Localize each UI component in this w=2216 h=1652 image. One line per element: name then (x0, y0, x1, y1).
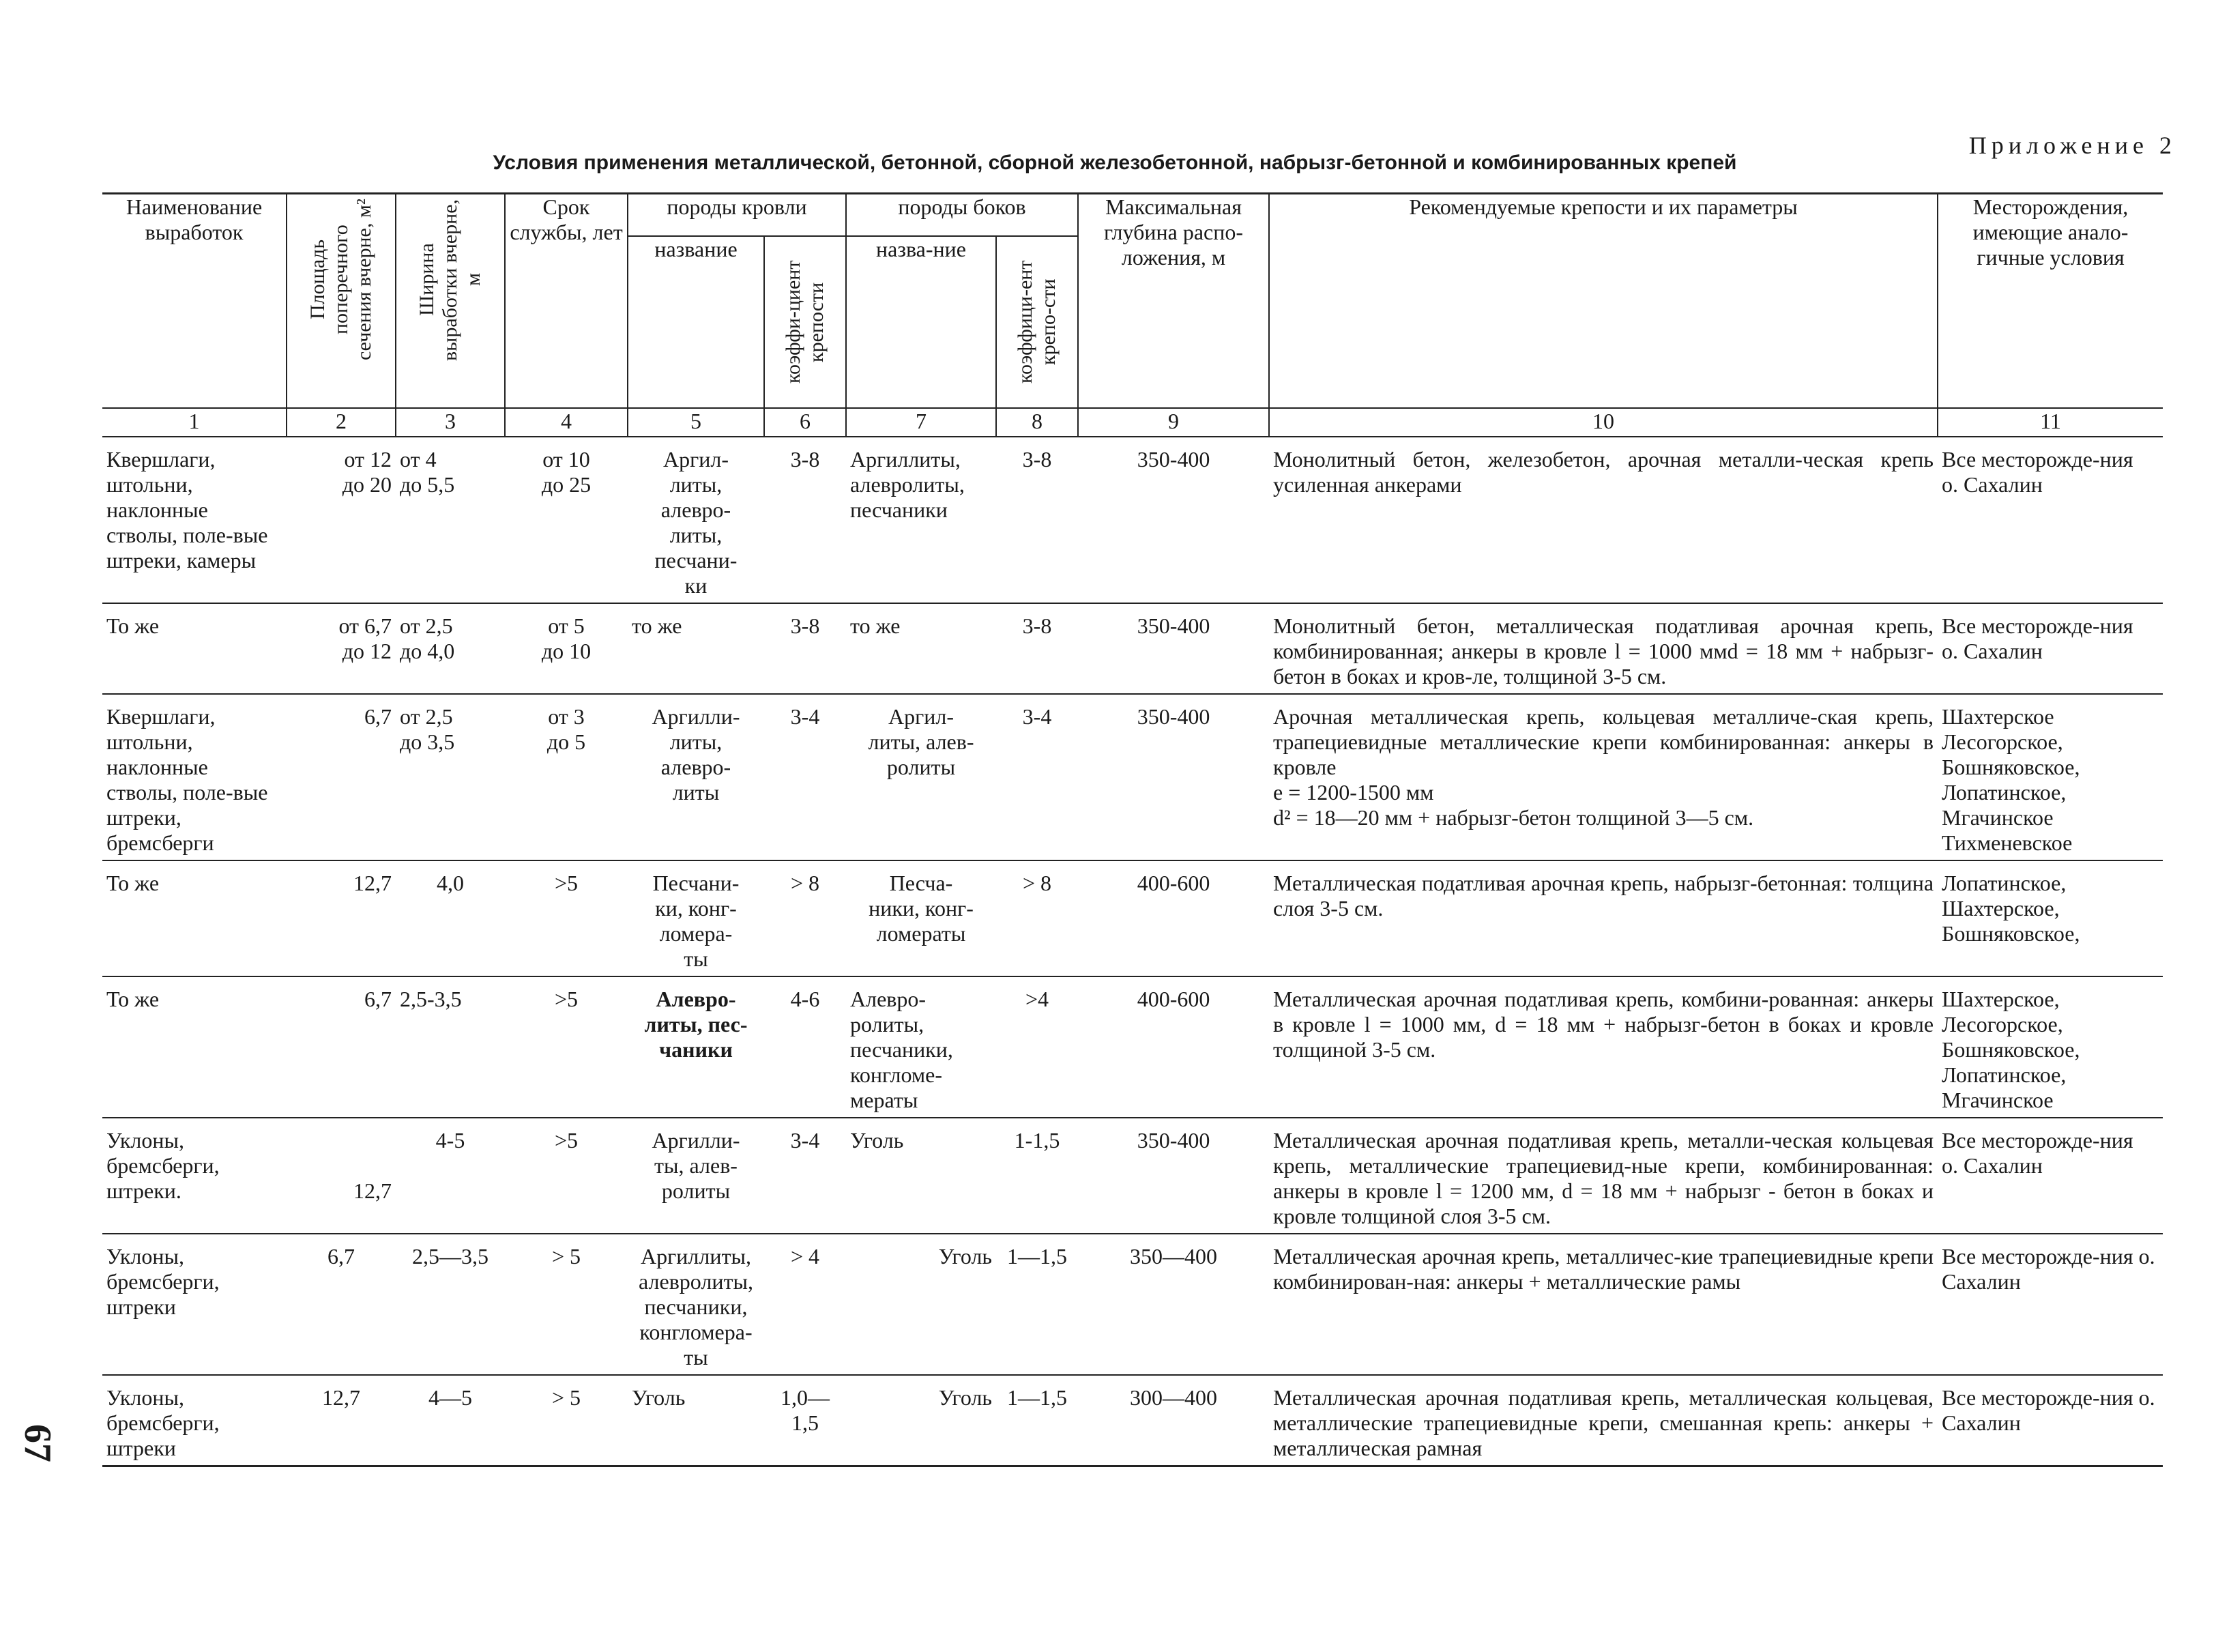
cell-roof-coef: > 4 (764, 1234, 846, 1375)
cell-width: 2,5-3,5 (396, 976, 505, 1118)
page-number: 67 (16, 1424, 59, 1462)
cell-area: 12,7 (287, 1118, 396, 1234)
cell-depth: 350-400 (1078, 437, 1269, 603)
cell-side-name: Уголь (846, 1118, 996, 1234)
cell-name: Квершлаги, штольни, наклонные стволы, поле-вые штреки, бремсберги (102, 694, 287, 860)
header-name: Наименование выработок (102, 194, 287, 409)
cell-deposits: Лопатинское, Шахтерское, Бошняковское, (1938, 860, 2163, 976)
cell-roof-coef: 3-8 (764, 603, 846, 694)
cell-deposits: Все месторожде-ния о. Сахалин (1938, 603, 2163, 694)
cell-width: 4-5 (396, 1118, 505, 1234)
cell-roof-name: Аргил- литы, алевро- литы, песчани- ки (628, 437, 764, 603)
cell-name: Уклоны, бремсберги, штреки (102, 1375, 287, 1466)
cell-life: >5 (505, 976, 628, 1118)
cell-depth: 300—400 (1078, 1375, 1269, 1466)
cell-roof-coef: 1,0—1,5 (764, 1375, 846, 1466)
cell-name: То же (102, 603, 287, 694)
appendix-label: Приложение 2 (1968, 132, 2176, 159)
cell-deposits: Все месторожде-ния о. Сахалин (1938, 437, 2163, 603)
cell-life: от 3 до 5 (505, 694, 628, 860)
table-row (102, 437, 2163, 603)
column-number: 2 (287, 408, 396, 437)
cell-roof-name: Аргиллиты, алевролиты, песчаники, конгломера- ты (628, 1234, 764, 1375)
cell-support: Металлическая арочная податливая крепь, металлическая кольцевая, металлические трапециевидные крепи, смешанная крепь: анкеры + металлическая рамная (1269, 1375, 1938, 1466)
cell-width: 2,5—3,5 (396, 1234, 505, 1375)
cell-side-coef: 1—1,5 (996, 1234, 1078, 1375)
cell-life: > 5 (505, 1234, 628, 1375)
cell-name: То же (102, 976, 287, 1118)
table-row (102, 1118, 2163, 1234)
cell-area: 12,7 (287, 860, 396, 976)
cell-support: Металлическая арочная крепь, металличес-кие трапециевидные крепи комбинирован-ная: анкеры + металлические рамы (1269, 1234, 1938, 1375)
cell-roof-coef: 3-8 (764, 437, 846, 603)
table-row (102, 694, 2163, 860)
cell-depth: 400-600 (1078, 976, 1269, 1118)
cell-roof-coef: 3-4 (764, 1118, 846, 1234)
header-side-name: назва-ние (846, 236, 996, 408)
cell-area: 12,7 (287, 1375, 396, 1466)
cell-area: 6,7 (287, 976, 396, 1118)
support-conditions-table (102, 192, 2163, 1467)
cell-roof-coef: 4-6 (764, 976, 846, 1118)
column-number: 4 (505, 408, 628, 437)
column-number: 9 (1078, 408, 1269, 437)
cell-support: Арочная металлическая крепь, кольцевая металличе-ская крепь, трапециевидные металлические крепи комбинированная: анкеры в кровле e = 1200-1500 мм d² = 18—20 мм + набрызг-бетон толщиной 3—5 см. (1269, 694, 1938, 860)
cell-support: Металлическая арочная податливая крепь, комбини-рованная: анкеры в кровле l = 1000 мм, d = 18 мм + набрызг-бетон в боках и кровле толщиной 3-5 см. (1269, 976, 1938, 1118)
cell-life: от 10 до 25 (505, 437, 628, 603)
table-row (102, 1375, 2163, 1466)
cell-depth: 400-600 (1078, 860, 1269, 976)
header-support: Рекомендуемые крепости и их параметры (1269, 194, 1938, 409)
cell-roof-name: то же (628, 603, 764, 694)
cell-area: 6,7 (287, 694, 396, 860)
header-group-sides: породы боков (846, 194, 1078, 237)
cell-roof-coef: 3-4 (764, 694, 846, 860)
header-roof-coef: коэффи-циент крепости (764, 236, 846, 408)
column-number: 11 (1938, 408, 2163, 437)
cell-roof-name: Аргилли- ты, алев- ролиты (628, 1118, 764, 1234)
cell-side-coef: 3-8 (996, 603, 1078, 694)
cell-depth: 350—400 (1078, 1234, 1269, 1375)
cell-side-coef: 3-8 (996, 437, 1078, 603)
cell-width: 4,0 (396, 860, 505, 976)
cell-deposits: Все месторожде-ния о. Сахалин (1938, 1234, 2163, 1375)
table-body (102, 437, 2163, 1466)
cell-roof-name: Уголь (628, 1375, 764, 1466)
cell-side-name: Алевро- ролиты, песчаники, конгломе- мераты (846, 976, 996, 1118)
cell-name: То же (102, 860, 287, 976)
header-area: Площадь поперечного сечения вчерне, м² (287, 194, 396, 409)
column-number: 7 (846, 408, 996, 437)
header-life: Срок службы, лет (505, 194, 628, 409)
table-row (102, 976, 2163, 1118)
header-deposits: Месторождения, имеющие анало-гичные условия (1938, 194, 2163, 409)
table-header (102, 194, 2163, 437)
header-roof-name: название (628, 236, 764, 408)
column-numbers-row (102, 408, 2163, 437)
table-row (102, 860, 2163, 976)
cell-side-coef: 3-4 (996, 694, 1078, 860)
cell-side-name: Уголь (846, 1375, 996, 1466)
cell-support: Монолитный бетон, металлическая податливая арочная крепь, комбинированная; анкеры в кровле l = 1000 ммd = 18 мм + набрызг-бетон в боках и кров-ле, толщиной 3-5 см. (1269, 603, 1938, 694)
cell-deposits: Шахтерское Лесогорское, Бошняковское, Лопатинское, Мгачинское Тихменевское (1938, 694, 2163, 860)
table-row (102, 1234, 2163, 1375)
column-number: 3 (396, 408, 505, 437)
cell-side-coef: > 8 (996, 860, 1078, 976)
table-title: Условия применения металлической, бетонной, сборной железобетонной, набрызг-бетонной и комбинированных крепей (493, 151, 1737, 174)
cell-side-coef: >4 (996, 976, 1078, 1118)
header-depth: Максимальная глубина распо-ложения, м (1078, 194, 1269, 409)
cell-roof-name: Алевро- литы, пес- чаники (628, 976, 764, 1118)
cell-support: Монолитный бетон, железобетон, арочная металли-ческая крепь усиленная анкерами (1269, 437, 1938, 603)
header-width: Ширина выработки вчерне, м (396, 194, 505, 409)
cell-life: >5 (505, 1118, 628, 1234)
column-number: 10 (1269, 408, 1938, 437)
column-number: 1 (102, 408, 287, 437)
cell-area: от 6,7 до 12 (287, 603, 396, 694)
cell-name: Квершлаги, штольни, наклонные стволы, поле-вые штреки, камеры (102, 437, 287, 603)
cell-side-name: то же (846, 603, 996, 694)
cell-depth: 350-400 (1078, 694, 1269, 860)
cell-name: Уклоны, бремсберги, штреки (102, 1234, 287, 1375)
column-number: 5 (628, 408, 764, 437)
cell-depth: 350-400 (1078, 603, 1269, 694)
column-number: 6 (764, 408, 846, 437)
cell-side-name: Аргил- литы, алев- ролиты (846, 694, 996, 860)
cell-life: > 5 (505, 1375, 628, 1466)
cell-width: от 2,5 до 4,0 (396, 603, 505, 694)
cell-width: 4—5 (396, 1375, 505, 1466)
cell-roof-name: Песчани- ки, конг- ломера- ты (628, 860, 764, 976)
column-number: 8 (996, 408, 1078, 437)
cell-width: от 2,5 до 3,5 (396, 694, 505, 860)
cell-side-name: Песча- ники, конг- ломераты (846, 860, 996, 976)
cell-support: Металлическая податливая арочная крепь, набрызг-бетонная: толщина слоя 3-5 см. (1269, 860, 1938, 976)
table-row (102, 603, 2163, 694)
cell-side-coef: 1—1,5 (996, 1375, 1078, 1466)
cell-area: 6,7 (287, 1234, 396, 1375)
cell-width: от 4 до 5,5 (396, 437, 505, 603)
cell-deposits: Шахтерское, Лесогорское, Бошняковское, Лопатинское, Мгачинское (1938, 976, 2163, 1118)
cell-roof-coef: > 8 (764, 860, 846, 976)
cell-name: Уклоны, бремсберги, штреки. (102, 1118, 287, 1234)
header-side-coef: коэффици-ент крепо-сти (996, 236, 1078, 408)
cell-side-name: Аргиллиты, алевролиты, песчаники (846, 437, 996, 603)
cell-roof-name: Аргилли- литы, алевро- литы (628, 694, 764, 860)
cell-deposits: Все месторожде-ния о. Сахалин (1938, 1118, 2163, 1234)
cell-area: от 12 до 20 (287, 437, 396, 603)
cell-side-coef: 1-1,5 (996, 1118, 1078, 1234)
cell-depth: 350-400 (1078, 1118, 1269, 1234)
header-group-roof: породы кровли (628, 194, 846, 237)
cell-deposits: Все месторожде-ния о. Сахалин (1938, 1375, 2163, 1466)
cell-life: >5 (505, 860, 628, 976)
cell-life: от 5 до 10 (505, 603, 628, 694)
cell-support: Металлическая арочная податливая крепь, металли-ческая кольцевая крепь, металлические трапециевид-ные крепи, комбинированная: анкеры в кровле l = 1200 мм, d = 18 мм + набрызг - бетон в боках и кровле толщиной слоя 3-5 см. (1269, 1118, 1938, 1234)
cell-side-name: Уголь (846, 1234, 996, 1375)
